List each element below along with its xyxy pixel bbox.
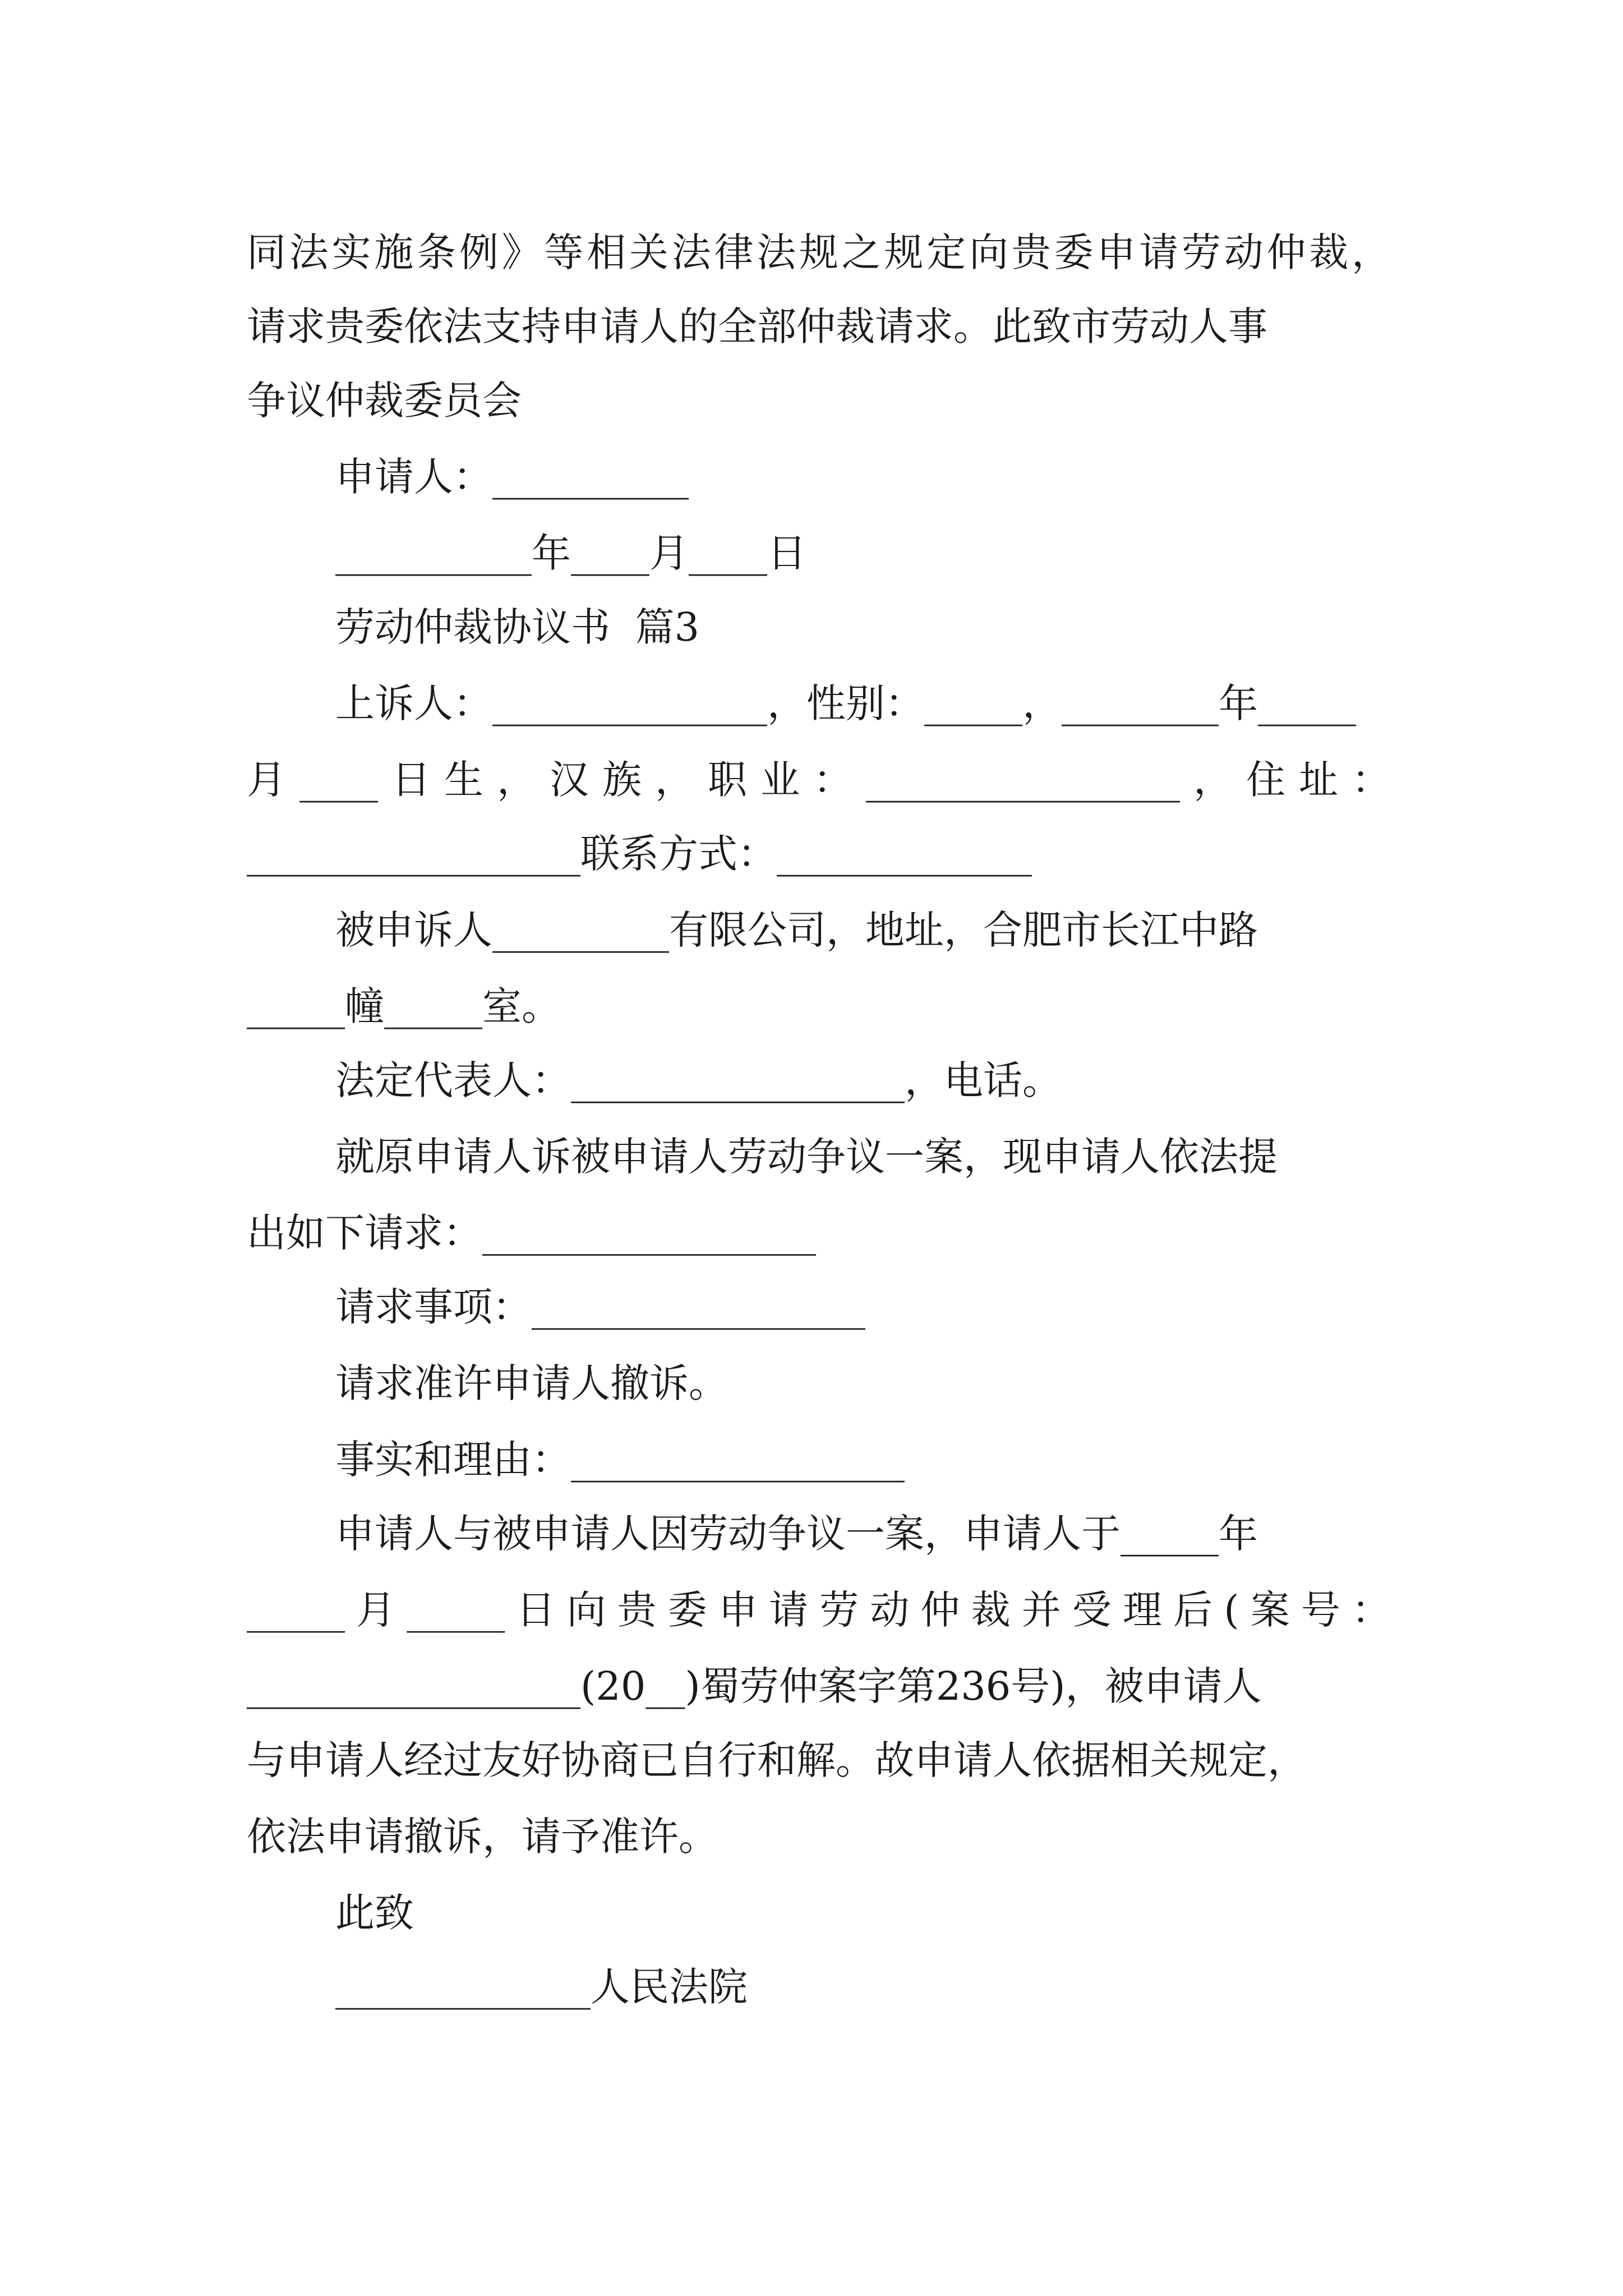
request-items-line: 请求事项：_________________	[335, 1284, 865, 1330]
paragraph-line: 申请人与被申请人因劳动争议一案，申请人于_____年	[335, 1511, 1258, 1557]
court-line: _____________人民法院	[335, 1964, 748, 2010]
salutation-line: 此致	[335, 1890, 414, 1936]
paragraph-line: 就原申请人诉被申请人劳动争议一案，现申请人依法提	[335, 1134, 1278, 1180]
facts-reasons-line: 事实和理由：_________________	[335, 1437, 905, 1483]
request-line: 出如下请求：_________________	[247, 1210, 816, 1256]
legal-representative-line: 法定代表人：_________________，电话。	[335, 1057, 1062, 1103]
respondent-address-line: _____幢_____室。	[247, 983, 561, 1029]
paragraph-line: 同法实施条例》等相关法律法规之规定向贵委申请劳动仲裁，	[247, 229, 1391, 275]
appellant-line: 上诉人：______________，性别：_____，________年_____	[335, 680, 1356, 726]
respondent-line: 被申诉人_________有限公司，地址，合肥市长江中路	[335, 907, 1258, 953]
appellant-details-line: 月____日生，汉族，职业：________________，住址：	[247, 757, 1391, 803]
paragraph-line: _____月_____日向贵委申请劳动仲裁并受理后(案号：	[247, 1587, 1391, 1633]
case-number-line: _________________(20__)蜀劳仲案字第236号)，被申请人	[247, 1663, 1262, 1709]
contact-line: _________________联系方式：_____________	[247, 831, 1032, 877]
paragraph-line: 与申请人经过友好协商已自行和解。故申请人依据相关规定，	[247, 1737, 1307, 1783]
paragraph-line: 争议仲裁委员会	[247, 378, 522, 424]
applicant-signature-line: 申请人：__________	[335, 454, 689, 500]
paragraph-line: 依法申请撤诉，请予准许。	[247, 1814, 718, 1860]
paragraph-line: 请求准许申请人撤诉。	[335, 1360, 728, 1406]
paragraph-line: 请求贵委依法支持申请人的全部仲裁请求。此致市劳动人事	[247, 303, 1267, 349]
date-line: __________年____月____日	[335, 530, 806, 576]
section-heading: 劳动仲裁协议书 篇3	[335, 604, 700, 650]
